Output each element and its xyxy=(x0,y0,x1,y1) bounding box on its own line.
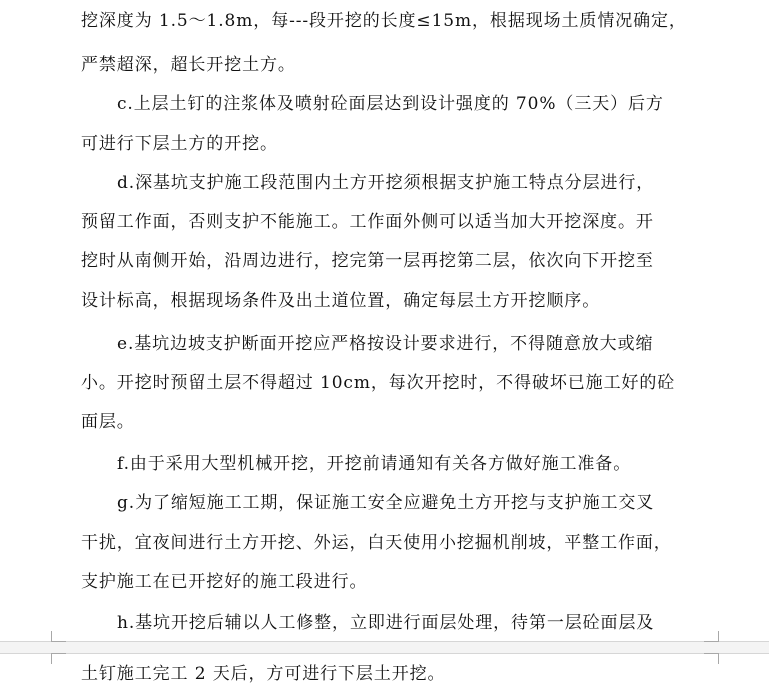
paragraph-e-line-2: 小。开挖时预留土层不得超过 10cm，每次开挖时，不得破坏已施工好的砼 xyxy=(81,373,676,393)
page-corner-mark xyxy=(704,631,719,642)
paragraph-d-line-2: 预留工作面，否则支护不能施工。工作面外侧可以适当加大开挖深度。开 xyxy=(81,212,654,232)
paragraph-d-line-4: 设计标高，根据现场条件及出土道位置，确定每层土方开挖顺序。 xyxy=(81,291,601,311)
page-break xyxy=(0,641,769,654)
paragraph-d-line-1: d.深基坑支护施工段范围内土方开挖须根据支护施工特点分层进行， xyxy=(117,173,655,193)
paragraph-g-line-3: 支护施工在已开挖好的施工段进行。 xyxy=(81,572,368,592)
paragraph-e-line-1: e.基坑边坡支护断面开挖应严格按设计要求进行，不得随意放大或缩 xyxy=(117,334,654,354)
paragraph-c-line-1: c.上层土钉的注浆体及喷射砼面层达到设计强度的 70%（三天）后方 xyxy=(117,94,664,114)
page-corner-mark xyxy=(51,653,66,664)
paragraph-g-line-2: 干扰，宜夜间进行土方开挖、外运，白天使用小挖掘机削坡，平整工作面， xyxy=(81,533,672,553)
paragraph-c-line-2: 可进行下层土方的开挖。 xyxy=(81,134,278,154)
paragraph-d-line-3: 挖时从南侧开始，沿周边进行，挖完第一层再挖第二层，依次向下开挖至 xyxy=(81,251,654,271)
page-corner-mark xyxy=(704,653,719,664)
text-line-1: 挖深度为 1.5～1.8m，每---段开挖的长度≤15m，根据现场土质情况确定， xyxy=(81,11,687,31)
paragraph-f-line-1: f.由于采用大型机械开挖，开挖前请通知有关各方做好施工准备。 xyxy=(117,454,632,474)
text-line-2: 严禁超深，超长开挖土方。 xyxy=(81,55,296,75)
paragraph-g-line-1: g.为了缩短施工工期，保证施工安全应避免土方开挖与支护施工交叉 xyxy=(117,493,655,513)
page-corner-mark xyxy=(51,631,66,642)
paragraph-h-line-2: 土钉施工完工 2 天后，方可进行下层土开挖。 xyxy=(81,664,446,684)
paragraph-h-line-1: h.基坑开挖后辅以人工修整，立即进行面层处理，待第一层砼面层及 xyxy=(117,613,655,633)
paragraph-e-line-3: 面层。 xyxy=(81,412,135,432)
